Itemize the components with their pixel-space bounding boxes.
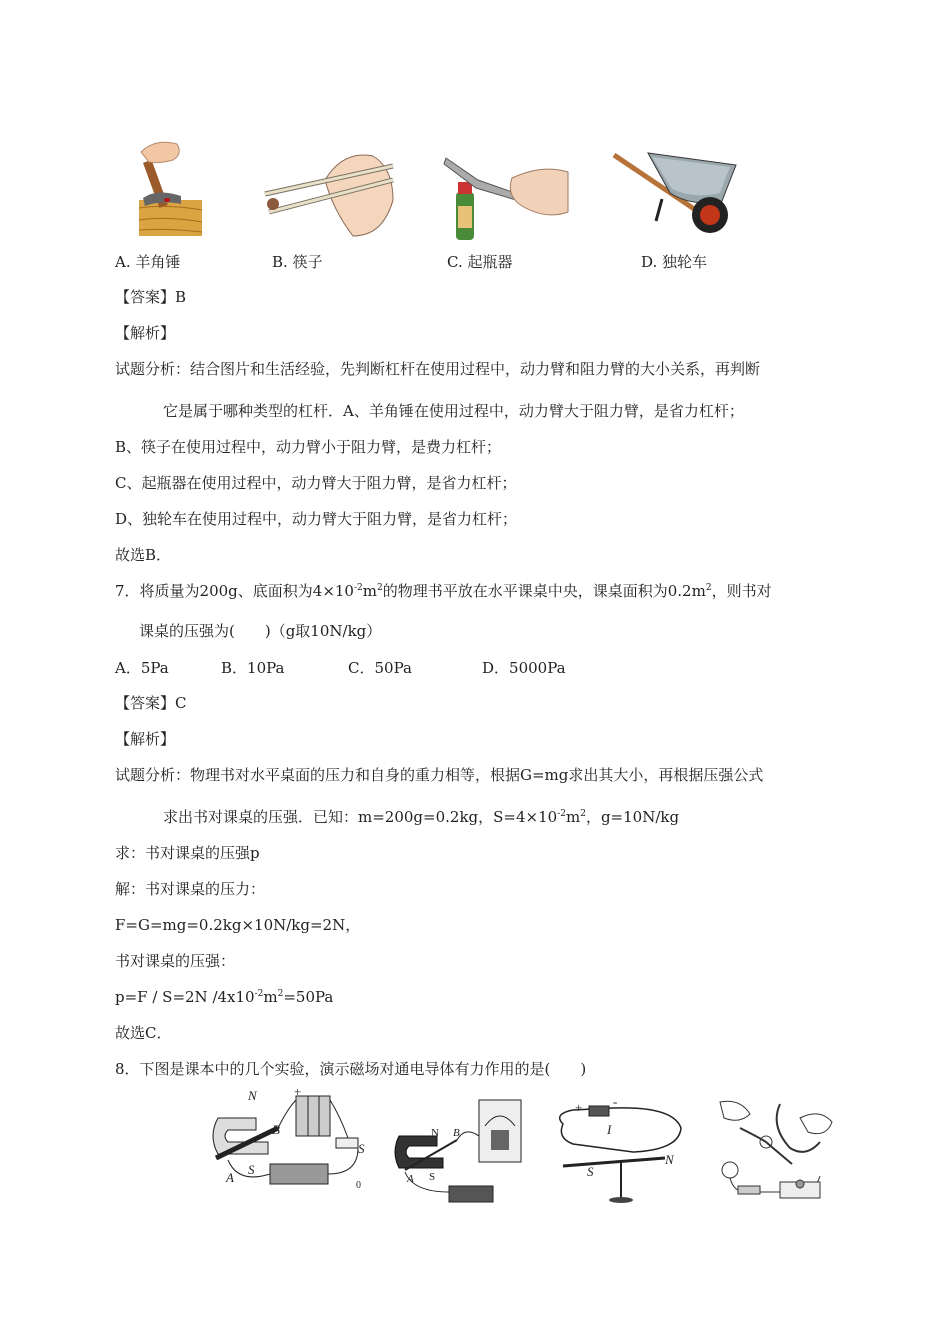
q6-analysis-line: 试题分析：结合图片和生活经验，先判断杠杆在使用过程中，动力臂和阻力臂的大小关系，再判断 <box>115 360 761 378</box>
q6-analysis-line: 它是属于哪种类型的杠杆．A、羊角锤在使用过程中，动力臂大于阻力臂，是省力杠杆； <box>163 402 744 420</box>
q7-option-d: D．5000Pa <box>482 659 566 677</box>
fig1-label-plus: + <box>294 1088 302 1099</box>
hammer-image <box>137 138 204 238</box>
q6-answer: 【答案】B <box>115 288 187 306</box>
fig2-label-n: N <box>431 1127 439 1139</box>
fig1-label-s2: S <box>358 1141 365 1156</box>
experiment-figure-1 <box>208 1088 373 1193</box>
q7-stem: 7．将质量为200g、底面积为$4\times 10^{-2}m^2$的物理书平放在水平课桌中央，课桌面积为$0.2m^2$，则书对 <box>115 582 772 600</box>
fig2-label-a: A <box>407 1173 414 1185</box>
fig3-label-n: N <box>665 1152 674 1167</box>
fig2-label-b: B <box>453 1127 460 1139</box>
chopsticks-image <box>263 150 396 238</box>
fig3-label-i: I <box>607 1122 612 1137</box>
fig3-label-plus: + <box>575 1100 583 1115</box>
experiment-figure-3 <box>553 1094 685 1206</box>
fig2-label-s: S <box>429 1171 436 1183</box>
fig3-label-s: S <box>587 1164 594 1179</box>
q6-analysis-line: C、起瓶器在使用过程中，动力臂大于阻力臂，是省力杠杆； <box>115 474 517 492</box>
option-b: B. 筷子 <box>272 253 323 271</box>
q6-analysis-heading: 【解析】 <box>115 324 176 342</box>
experiment-figure-4 <box>710 1098 835 1208</box>
bottle-opener-image <box>442 150 570 240</box>
option-c: C. 起瓶器 <box>447 253 513 271</box>
fig3-label-minus: - <box>613 1094 618 1109</box>
q8-stem: 8．下图是课本中的几个实验，演示磁场对通电导体有力作用的是( ) <box>115 1060 587 1078</box>
q7-conclusion: 故选C． <box>115 1024 172 1042</box>
option-a: A. 羊角锤 <box>115 253 181 271</box>
q7-analysis-line: 求出书对课桌的压强．已知：m=200g=0.2kg，$S=4\times 10^{-2}m^2$，g=10N/kg <box>163 808 680 826</box>
q7-formula: p=F / S=2N $/4x10^{-2}m^2=50Pa$ <box>115 988 334 1006</box>
q7-force: F=G=mg=0.2kg×10N/kg=2N， <box>115 916 361 934</box>
experiment-figure-2 <box>393 1096 533 1209</box>
fig1-label-s: S <box>248 1162 255 1177</box>
q7-pressure-label: 书对课桌的压强： <box>115 952 236 970</box>
q7-analysis-heading: 【解析】 <box>115 730 176 748</box>
wheelbarrow-image <box>612 143 740 238</box>
fig1-label-zero: 0 <box>356 1180 361 1191</box>
q7-option-c: C．50Pa <box>348 659 412 677</box>
fig1-label-b: B <box>272 1122 280 1137</box>
option-d: D. 独轮车 <box>641 253 708 271</box>
q7-option-b: B．10Pa <box>221 659 285 677</box>
q7-solve: 解：书对课桌的压力： <box>115 880 266 898</box>
fig1-label-a: A <box>226 1170 234 1185</box>
q7-ask: 求：书对课桌的压强p <box>115 844 260 862</box>
q6-analysis-line: B、筷子在使用过程中，动力臂小于阻力臂，是费力杠杆； <box>115 438 502 456</box>
q7-stem-line2: 课桌的压强为( )（g取10N/kg） <box>139 622 382 640</box>
q7-answer: 【答案】C <box>115 694 187 712</box>
q7-analysis-line: 试题分析：物理书对水平桌面的压力和自身的重力相等，根据G=mg求出其大小，再根据压强公式 <box>115 766 764 784</box>
q6-conclusion: 故选B． <box>115 546 172 564</box>
fig1-label-n: N <box>248 1088 257 1103</box>
q7-option-a: A．5Pa <box>115 659 169 677</box>
q6-analysis-line: D、独轮车在使用过程中，动力臂大于阻力臂，是省力杠杆； <box>115 510 518 528</box>
